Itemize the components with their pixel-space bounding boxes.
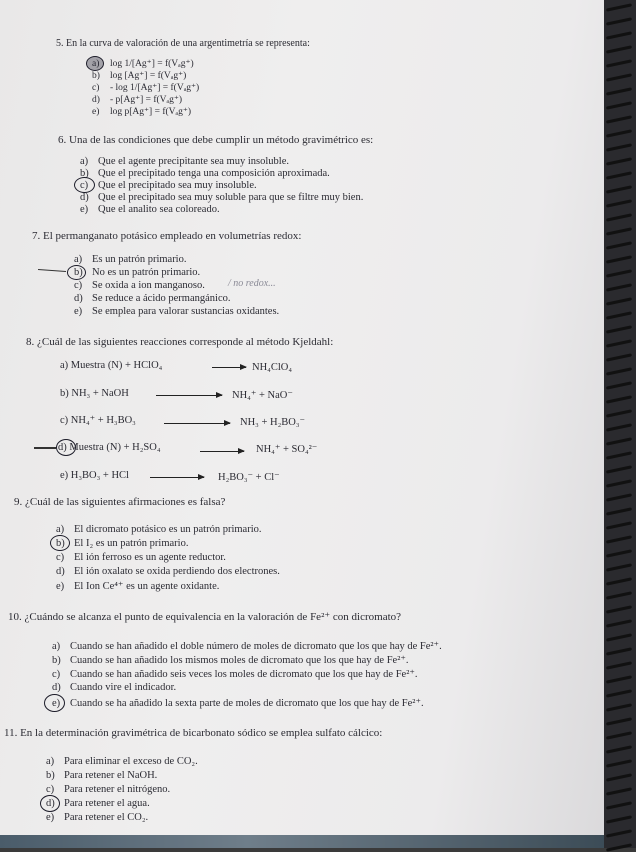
option-letter: d) [80,192,89,203]
option-letter: b) [92,71,100,81]
option-text: El I₂ es un patrón primario. [74,538,189,549]
option-text: El ión oxalato se oxida perdiendo dos electrones. [74,566,280,577]
reaction-arrow [164,423,230,424]
answer-circle-mark [40,795,60,812]
option-letter: c) [74,280,83,291]
answer-circle-mark [50,535,70,551]
q10-option-b [52,654,409,666]
option-letter: e) [56,581,65,592]
option-text: Que el agente precipitante sea muy insoluble. [98,156,289,167]
option-letter: d) [46,798,55,809]
option-letter: a) [92,59,100,69]
option-text: Se emplea para valorar sustancias oxidantes. [92,306,280,317]
reaction-c-left: c) NH₄⁺ + H₃BO₃ [60,415,136,426]
q6-option-e [80,204,220,215]
option-letter: d) [52,682,61,693]
q9-option-a [56,524,262,535]
option-text: Que el analito sea coloreado. [98,204,220,215]
option-text: - log 1/[Ag⁺] = f(Vₐg⁺) [110,83,200,93]
option-letter: c) [80,180,89,191]
option-text: - p[Ag⁺] = f(Vₐg⁺) [110,95,183,105]
reaction-arrow [156,395,222,396]
q6-option-a [80,156,289,167]
option-text: Que el precipitado sea muy soluble para que se filtre muy bien. [98,192,364,203]
reaction-b-right: NH₄⁺ + NaO⁻ [232,390,293,401]
q5-option-c [92,82,199,93]
reaction-e-right: H₂BO₃⁻ + Cl⁻ [218,472,280,483]
q5-option-d [92,94,182,105]
option-letter: a) [80,156,89,167]
option-letter: c) [56,552,65,563]
option-letter: e) [74,306,83,317]
q7-option-d [74,293,230,304]
q10-option-d [52,682,176,693]
q10-option-e [52,697,424,709]
option-letter: c) [46,784,55,795]
option-letter: a) [46,756,55,767]
option-text: log p[Ag⁺] = f(Vₐg⁺) [110,107,192,117]
option-letter: b) [52,655,61,666]
q11-option-b [46,770,157,781]
option-letter: d) [92,95,100,105]
option-text: Cuando se ha añadido la sexta parte de moles de dicromato que los que hay de Fe²⁺. [70,698,424,709]
q10-option-a [52,640,442,652]
reaction-arrow [200,451,244,452]
option-letter: b) [56,538,65,549]
option-letter: a) [52,641,61,652]
option-text: log [Ag⁺] = f(Vₐg⁺) [110,71,187,81]
option-text: Para retener el CO₂. [64,812,149,823]
reaction-b-left: b) NH₃ + NaOH [60,388,129,399]
q11-option-c [46,784,170,795]
q5-option-a [92,58,194,69]
option-text: Para retener el agua. [64,798,150,809]
option-text: Se reduce a ácido permangánico. [92,293,231,304]
option-letter: d) [56,566,65,577]
option-letter: b) [74,267,83,278]
reaction-a-right: NH₄ClO₄ [252,362,292,373]
option-letter: a) [56,524,65,535]
q7-option-c [74,280,205,291]
q9-option-d [56,566,280,577]
option-letter: e) [46,812,55,823]
question-6-title: 6. Una de las condiciones que debe cumplir un método gravimétrico es: [58,134,374,146]
option-text: Para retener el NaOH. [64,770,158,781]
option-text: El Ion Ce⁴⁺ es un agente oxidante. [74,581,220,592]
q11-option-d [46,798,150,809]
option-letter: d) [74,293,83,304]
q6-option-c [80,180,257,191]
option-text: Que el precipitado tenga una composición aproximada. [98,168,330,179]
answer-circle-mark [74,177,95,193]
option-text: El dicromato potásico es un patrón primario. [74,524,262,535]
reaction-d-left: d) Muestra (N) + H₂SO₄ [58,442,161,453]
answer-circle-mark [86,56,104,71]
option-text: Cuando se han añadido los mismos moles de dicromato que los que hay de Fe²⁺. [70,655,409,666]
option-text: log 1/[Ag⁺] = f(Vₐg⁺) [110,59,194,69]
reaction-c-right: NH₃ + H₂BO₃⁻ [240,417,306,428]
q9-option-e [56,580,219,592]
q9-option-c [56,552,226,563]
option-letter: e) [52,698,61,709]
handwritten-arrow [34,447,56,449]
q7-option-b [74,267,200,278]
option-letter: a) [74,254,83,265]
option-text: Para retener el nitrógeno. [64,784,171,795]
option-text: No es un patrón primario. [92,267,201,278]
option-text: Para eliminar el exceso de CO₂. [64,756,198,767]
q11-option-a [46,756,198,767]
option-text: Cuando se han añadido el doble número de moles de dicromato que los que hay de Fe²⁺. [70,641,442,652]
question-5-title: 5. En la curva de valoración de una argentimetría se representa: [56,38,310,49]
reaction-a-left: a) Muestra (N) + HClO₄ [60,360,163,371]
reaction-e-left: e) H₃BO₃ + HCl [60,470,129,481]
option-text: Se oxida a ion manganoso. [92,280,205,291]
option-text: Es un patrón primario. [92,254,187,265]
q6-option-b [80,168,330,179]
handwritten-arrow [38,269,66,272]
q6-option-d [80,192,363,203]
q10-option-c [52,668,418,680]
question-7-title: 7. El permanganato potásico empleado en volumetrías redox: [32,230,302,242]
q5-option-e [92,106,191,117]
question-11-title: 11. En la determinación gravimétrica de bicarbonato sódico se emplea sulfato cálcico: [4,727,383,739]
q7-option-a [74,254,186,265]
question-8-title: 8. ¿Cuál de las siguientes reacciones corresponde al método Kjeldahl: [26,336,334,348]
option-letter: c) [52,669,61,680]
question-10-title: 10. ¿Cuándo se alcanza el punto de equivalencia en la valoración de Fe²⁺ con dicromato? [8,611,402,623]
option-letter: c) [92,83,100,93]
table-surface-edge [0,835,618,848]
reaction-arrow [150,477,204,478]
q11-option-e [46,812,148,823]
answer-circle-mark [44,694,65,712]
q9-option-b [56,538,188,549]
reaction-d-right: NH₄⁺ + SO₄²⁻ [256,444,318,455]
q5-option-b [92,70,186,81]
answer-circle-mark [67,265,86,280]
pencil-annotation: / no redox... [228,278,276,289]
option-text: El ión ferroso es un agente reductor. [74,552,226,563]
reaction-arrow [212,367,246,368]
option-letter: b) [46,770,55,781]
option-letter: e) [92,107,100,117]
option-text: Cuando se han añadido seis veces los moles de dicromato que los que hay de Fe²⁺. [70,669,418,680]
answer-circle-mark [56,439,76,456]
option-letter: b) [80,168,89,179]
question-9-title: 9. ¿Cuál de las siguientes afirmaciones es falsa? [14,496,226,508]
option-text: Que el precipitado sea muy insoluble. [98,180,257,191]
q7-option-e [74,306,279,317]
option-text: Cuando vire el indicador. [70,682,177,693]
option-letter: e) [80,204,89,215]
